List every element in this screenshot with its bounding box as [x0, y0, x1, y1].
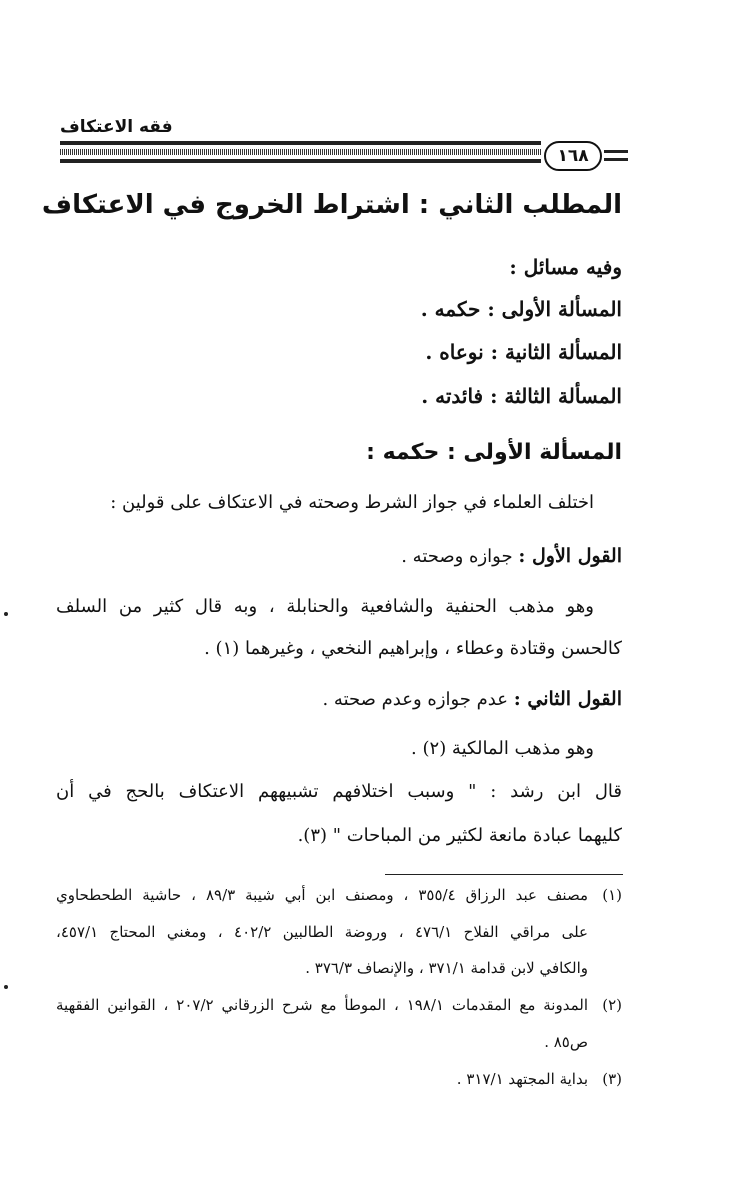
second-opinion-label: القول الثاني :: [513, 688, 622, 710]
footnote-line: مصنف عبد الرزاق ٣٥٥/٤ ، ومصنف ابن أبي شيبة ٨٩/٣ ، حاشية الطحطحاوي: [56, 886, 588, 904]
scan-speck: [4, 612, 8, 616]
footnote-number: (٢): [602, 996, 622, 1014]
issue-one-heading: المسألة الأولى : حكمه :: [366, 440, 622, 465]
footnote-line: والكافي لابن قدامة ٣٧١/١ ، والإنصاف ٣٧٦/٣ .: [305, 959, 588, 977]
first-opinion-body-line-1: وهو مذهب الحنفية والشافعية والحنابلة ، وبه قال كثير من السلف: [56, 596, 594, 617]
first-opinion-text: جوازه وصحته .: [401, 546, 513, 567]
header-rule-middle: [60, 149, 541, 155]
footnote-line: على مراقي الفلاح ٤٧٦/١ ، وروضة الطالبين ٤٠٢/٢ ، ومغني المحتاج ٤٥٧/١،: [56, 923, 588, 941]
header-rule-top: [60, 141, 541, 145]
second-opinion-body: وهو مذهب المالكية (٢) .: [411, 738, 594, 759]
footnote-line: المدونة مع المقدمات ١٩٨/١ ، الموطأ مع شرح الزرقاني ٢٠٧/٢ ، القوانين الفقهية: [56, 996, 589, 1014]
issue-list-item: المسألة الأولى : حكمه .: [420, 297, 622, 321]
first-opinion-label: القول الأول :: [518, 545, 622, 567]
page-number: ١٦٨: [544, 141, 602, 171]
issue-list-item: المسألة الثالثة : فائدته .: [421, 384, 622, 408]
header-rule-bottom: [60, 159, 541, 163]
ibn-rushd-quote-line-2: كليهما عبادة مانعة لكثير من المباحات " (٣).: [297, 825, 622, 846]
scan-speck: [4, 985, 8, 989]
section-title: المطلب الثاني : اشتراط الخروج في الاعتكاف: [41, 190, 622, 220]
second-opinion-text: عدم جوازه وعدم صحته .: [322, 689, 508, 710]
ibn-rushd-quote-line-1: قال ابن رشد : " وسبب اختلافهم تشبيههم الاعتكاف بالحج في أن: [56, 781, 622, 802]
first-opinion-body-line-2: كالحسن وقتادة وعطاء ، وإبراهيم النخعي ، وغيرهما (١) .: [204, 638, 622, 659]
second-opinion-line: [322, 688, 622, 710]
issue-list-item: المسألة الثانية : نوعاه .: [425, 340, 622, 364]
issue-one-lead: اختلف العلماء في جواز الشرط وصحته في الاعتكاف على قولين :: [110, 492, 594, 513]
section-intro: وفيه مسائل :: [509, 255, 622, 279]
footnote-line: بداية المجتهد ٣١٧/١ .: [456, 1070, 588, 1088]
footnote-separator: [385, 874, 623, 875]
header-rule-right-1: [604, 150, 628, 153]
first-opinion-line: [401, 545, 622, 567]
header-rule-right-2: [604, 158, 628, 161]
footnote-number: (٣): [602, 1070, 622, 1088]
footnote-line: ص٨٥ .: [544, 1033, 588, 1051]
footnote-number: (١): [602, 886, 622, 904]
running-title: فقه الاعتكاف: [60, 117, 173, 137]
